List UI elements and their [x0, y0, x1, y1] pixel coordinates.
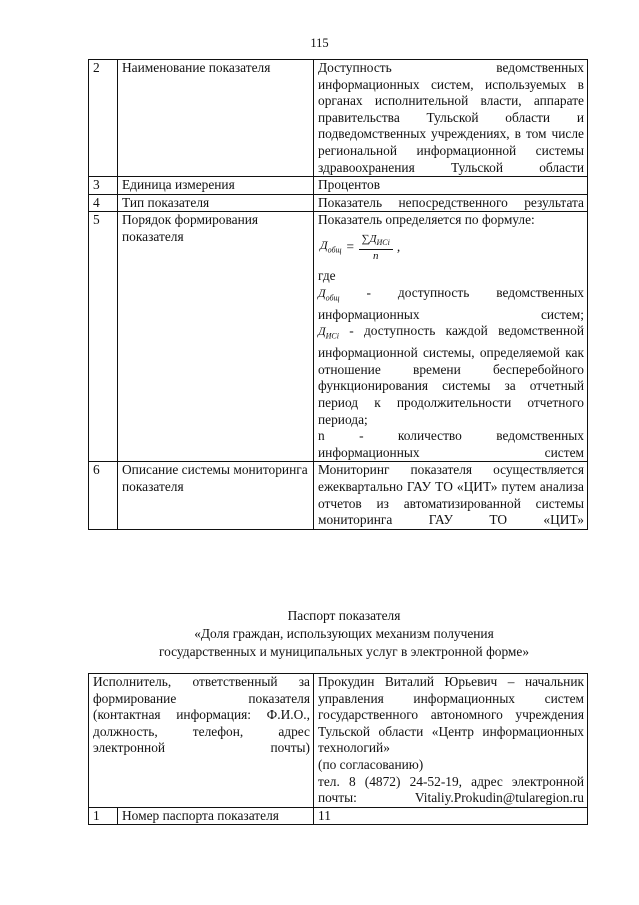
passport-title-heading: Паспорт показателя [287, 608, 401, 623]
formula-lhs: $Д_{общ}$ [320, 237, 342, 254]
row-label: Описание системы мониторинга показателя [118, 462, 314, 529]
executor-label: Исполнитель, ответственный за формирование показателя (контактная информация: Ф.И.О., должность, телефон, адрес электронной почты) [89, 674, 314, 808]
formula-denominator: n [373, 250, 379, 263]
row-number: 6 [89, 462, 118, 529]
row-label: Номер паспорта показателя [118, 807, 314, 825]
passport-table [88, 673, 588, 825]
row-number: 3 [89, 177, 118, 195]
formula-numerator: $\sum Д_{ИСi}$ [359, 233, 393, 250]
passport-title-name: «Доля граждан, использующих механизм получения [194, 626, 494, 641]
row-value: Доступность ведомственных информационных систем, используемых в органах исполнительной власти, аппарате правительства Тульской области и подведомственных учреждениях, в том числе региональной информационной системы здравоохранения Тульской области [314, 60, 588, 177]
row-value: Процентов [314, 177, 588, 195]
formula-intro: Показатель определяется по формуле: [318, 212, 535, 228]
row-number: 1 [89, 807, 118, 825]
row-label: Тип показателя [118, 194, 314, 212]
row-number: 2 [89, 60, 118, 177]
formula-cell [314, 212, 588, 462]
executor-info [314, 674, 588, 808]
table-row [89, 194, 588, 212]
row-label: Порядок формирования показателя [118, 212, 314, 462]
executor-value: Прокудин Виталий Юрьевич – начальник управления информационных систем государственного автономного учреждения Тульской области «Центр информационных технологий» [318, 674, 584, 756]
formula-definition: $Д_{ИСi}$ - доступность каждой ведомственной информационной системы, определяемой как отношение времени бесперебойного функционирования системы за отчетный период к продолжительности отчетного периода; [318, 323, 584, 427]
formula-where: где [318, 268, 336, 284]
page-number: 115 [310, 36, 329, 50]
table-row [89, 212, 588, 462]
formula-fraction [359, 233, 393, 262]
table-row [89, 462, 588, 529]
formula-definition: $Д_{общ}$ - доступность ведомственных информационных систем; [318, 284, 584, 322]
row-label: Единица измерения [118, 177, 314, 195]
row-value: Показатель непосредственного результата [314, 194, 588, 212]
row-number: 5 [89, 212, 118, 462]
row-value: Мониторинг показателя осуществляется ежеквартально ГАУ ТО «ЦИТ» путем анализа отчетов из автоматизированной системы мониторинга ГАУ ТО «ЦИТ» [314, 462, 588, 529]
table-row [89, 674, 588, 808]
executor-note: (по согласованию) [318, 756, 424, 772]
row-number: 4 [89, 194, 118, 212]
formula-comma: , [396, 239, 401, 255]
table-row [89, 60, 588, 177]
formula-definition: n - количество ведомственных информационных систем [318, 428, 584, 460]
executor-contacts: тел. 8 (4872) 24-52-19, адрес электронной почты: Vitaliy.Prokudin@tularegion.ru [318, 773, 584, 806]
formula [318, 229, 584, 268]
indicator-table [88, 59, 588, 530]
table-row [89, 177, 588, 195]
row-label: Наименование показателя [118, 60, 314, 177]
row-value: 11 [314, 807, 588, 825]
table-row [89, 807, 588, 825]
passport-title-name-cont: государственных и муниципальных услуг в электронной форме» [158, 644, 530, 659]
formula-equals: = [345, 239, 355, 255]
